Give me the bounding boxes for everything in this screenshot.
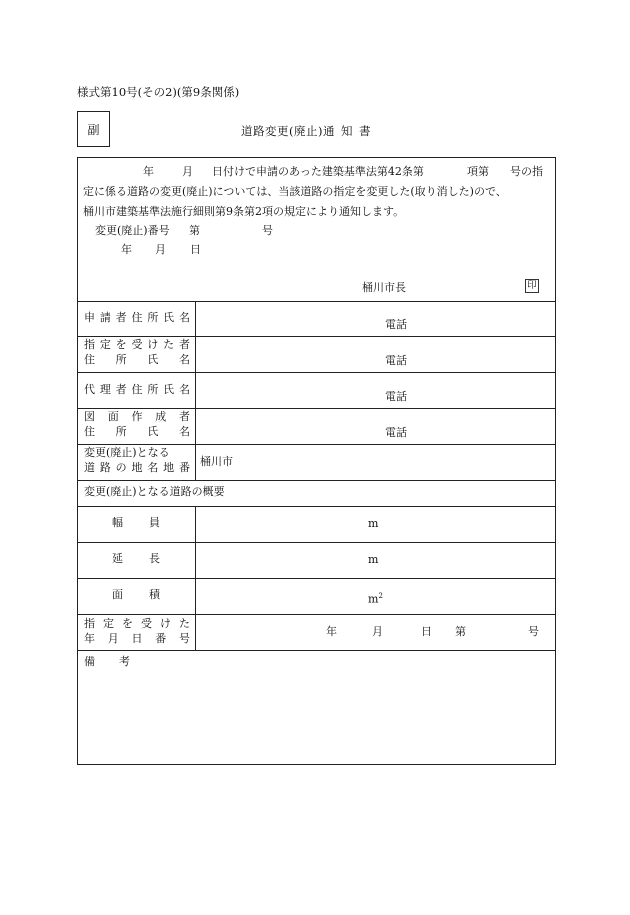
label-char: 名 <box>178 383 190 396</box>
label-char: 受 <box>141 617 152 630</box>
label-char: 住 <box>84 425 95 438</box>
label-char: を <box>122 617 133 630</box>
label-char: 申 <box>84 311 95 324</box>
column-divider-lower <box>195 506 196 650</box>
rule-after-location <box>78 480 555 481</box>
rule-after-applicant <box>78 336 555 337</box>
designated-day: 日 <box>421 625 432 638</box>
notice-item: 項第 <box>467 165 489 178</box>
designated-dai: 第 <box>455 625 466 638</box>
designee-label-line-1 <box>84 338 190 352</box>
area-label <box>112 588 160 602</box>
location-label-line-1: 変更(廃止)となる <box>84 446 170 459</box>
applicant-label <box>84 311 190 325</box>
label-char: 氏 <box>163 311 175 324</box>
copy-mark: 副 <box>87 122 100 137</box>
rule-after-agent <box>78 408 555 409</box>
rule-after-overview <box>78 506 555 507</box>
label-char: 代 <box>84 383 95 396</box>
label-char: 道 <box>84 461 95 474</box>
label-char: 成 <box>155 410 167 423</box>
label-char: 請 <box>99 311 111 324</box>
title-part-1: 道路変更(廃止)通 <box>241 124 335 138</box>
location-label-line-2 <box>84 461 190 475</box>
notice-year: 年 <box>143 165 154 178</box>
document-title <box>241 123 371 139</box>
change-number-go: 号 <box>262 224 273 237</box>
label-char: け <box>160 617 171 630</box>
notice-date-month: 月 <box>155 243 166 256</box>
area-unit-superscript: 2 <box>378 592 383 600</box>
designated-year: 年 <box>326 625 337 638</box>
copy-mark-box <box>77 111 110 147</box>
area-unit-m: m <box>368 592 379 606</box>
label-char: 長 <box>149 552 160 565</box>
label-char: 氏 <box>163 383 175 396</box>
notice-line-3: 桶川市建築基準法施行細則第9条第2項の規定により通知します。 <box>83 205 405 218</box>
label-char: 名 <box>147 461 159 474</box>
designated-date-label-line-1 <box>84 617 190 631</box>
length-unit: m <box>368 553 379 566</box>
change-number-label: 変更(廃止)番号 <box>95 224 170 237</box>
label-char: 地 <box>163 461 175 474</box>
label-char: 氏 <box>147 425 159 438</box>
label-char: 延 <box>112 552 123 565</box>
label-char: 住 <box>131 383 143 396</box>
location-value[interactable]: 桶川市 <box>200 455 233 468</box>
label-char: を <box>115 338 127 351</box>
notice-line-1: 日付けで申請のあった建築基準法第42条第 <box>212 165 424 178</box>
label-char: 住 <box>131 311 143 324</box>
label-char: 月 <box>107 632 119 645</box>
label-char: 年 <box>84 632 95 645</box>
designated-date-label-line-2 <box>84 632 190 646</box>
area-unit <box>368 589 383 607</box>
remarks-label <box>84 655 130 669</box>
notice-line-1-end: 号の指 <box>510 165 543 178</box>
notice-month: 月 <box>182 165 193 178</box>
label-char: た <box>163 338 175 351</box>
label-char: 積 <box>149 588 160 601</box>
label-char: 者 <box>115 311 127 324</box>
designee-label-line-2 <box>84 353 190 367</box>
label-char: 所 <box>147 311 159 324</box>
width-label <box>112 516 160 530</box>
mayor-name: 桶川市長 <box>362 281 406 294</box>
label-char: け <box>147 338 159 351</box>
label-char: 受 <box>131 338 143 351</box>
title-part-2: 知 <box>340 124 353 138</box>
label-char: 所 <box>147 383 159 396</box>
label-char: 者 <box>178 338 190 351</box>
label-char: 図 <box>84 410 95 423</box>
label-char: 指 <box>84 617 95 630</box>
label-char: 番 <box>155 632 167 645</box>
label-char: 指 <box>84 338 95 351</box>
rule-after-designated-date <box>78 650 555 651</box>
agent-phone-label: 電話 <box>385 390 407 403</box>
label-char: 住 <box>84 353 95 366</box>
label-char: 名 <box>178 353 190 366</box>
rule-after-length <box>78 578 555 579</box>
label-char: 路 <box>99 461 111 474</box>
seal-mark: 印 <box>525 279 539 293</box>
drawer-phone-label: 電話 <box>385 426 407 439</box>
rule-after-notice <box>78 301 555 302</box>
label-char: 号 <box>179 632 190 645</box>
label-char: 幅 <box>112 516 123 529</box>
label-char: 名 <box>178 425 190 438</box>
notice-line-2: 定に係る道路の変更(廃止)については、当該道路の指定を変更した(取り消した)ので、 <box>83 185 507 198</box>
form-number: 様式第10号(その2)(第9条関係) <box>77 85 240 99</box>
notice-date-day: 日 <box>190 243 201 256</box>
label-char: 地 <box>131 461 143 474</box>
width-unit: m <box>368 517 379 530</box>
label-char: 面 <box>107 410 119 423</box>
rule-after-width <box>78 542 555 543</box>
drawer-label-line-2 <box>84 425 190 439</box>
label-char: 理 <box>99 383 111 396</box>
title-part-3: 書 <box>358 124 371 138</box>
label-char: 所 <box>115 353 127 366</box>
label-char: た <box>179 617 190 630</box>
rule-after-designee <box>78 372 555 373</box>
label-char: 者 <box>179 410 190 423</box>
rule-after-area <box>78 614 555 615</box>
column-divider-upper <box>195 301 196 480</box>
label-char: 番 <box>178 461 190 474</box>
agent-label <box>84 383 190 397</box>
label-char: 員 <box>149 516 160 529</box>
label-char: 定 <box>99 338 111 351</box>
label-char: の <box>115 461 127 474</box>
label-char: 者 <box>115 383 127 396</box>
change-number-dai: 第 <box>189 224 200 237</box>
rule-after-drawer <box>78 444 555 445</box>
label-char: 考 <box>119 655 130 668</box>
length-label <box>112 552 160 566</box>
drawer-label-line-1 <box>84 410 190 424</box>
label-char: 定 <box>103 617 114 630</box>
road-overview-label: 変更(廃止)となる道路の概要 <box>84 485 225 498</box>
designated-month: 月 <box>372 625 383 638</box>
designated-go: 号 <box>528 625 539 638</box>
label-char: 所 <box>115 425 127 438</box>
label-char: 備 <box>84 655 95 668</box>
notice-date-year: 年 <box>121 243 132 256</box>
applicant-phone-label: 電話 <box>385 318 407 331</box>
label-char: 名 <box>178 311 190 324</box>
label-char: 作 <box>131 410 143 423</box>
label-char: 日 <box>131 632 143 645</box>
label-char: 面 <box>112 588 123 601</box>
designee-phone-label: 電話 <box>385 354 407 367</box>
label-char: 氏 <box>147 353 159 366</box>
